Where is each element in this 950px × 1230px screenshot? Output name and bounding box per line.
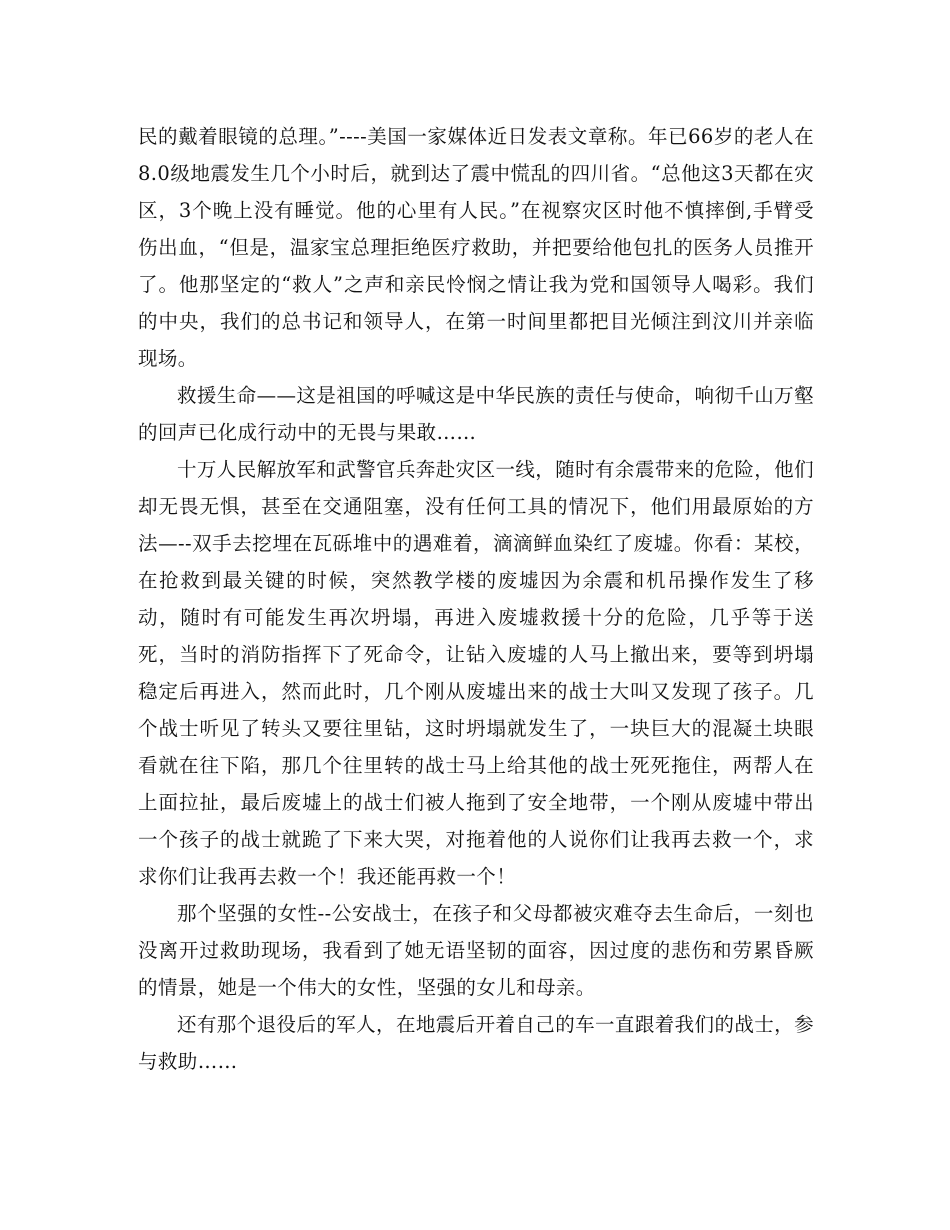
paragraph-5: 还有那个退役后的军人，在地震后开着自己的车一直跟着我们的战士，参与救助…… xyxy=(138,1013,814,1073)
paragraph-4: 那个坚强的女性--公安战士，在孩子和父母都被灾难夺去生命后，一刻也没离开过救助现场，我看到了她无语坚韧的面容，因过度的悲伤和劳累昏厥的情景，她是一个伟大的女性，坚强的女儿和母亲。 xyxy=(138,902,814,999)
paragraph-2: 救援生命——这是祖国的呼喊这是中华民族的责任与使命，响彻千山万壑的回声已化成行动中的无畏与果敢…… xyxy=(138,384,814,444)
paragraph-3: 十万人民解放军和武警官兵奔赴灾区一线，随时有余震带来的危险，他们却无畏无惧，甚至在交通阻塞，没有任何工具的情况下，他们用最原始的方法—--双手去挖埋在瓦砾堆中的遇难着，滴滴鲜血染红了废墟。你看：某校，在抢救到最关键的时候，突然教学楼的废墟因为余震和机吊操作发生了移动，随时有可能发生再次坍塌，再进入废墟救援十分的危险，几乎等于送死，当时的消防指挥下了死命令，让钻入废墟的人马上撤出来，要等到坍塌稳定后再进入，然而此时，几个刚从废墟出来的战士大叫又发现了孩子。几个战士听见了转头又要往里钻，这时坍塌就发生了，一块巨大的混凝土块眼看就在往下陷，那几个往里转的战士马上给其他的战士死死拖住，两帮人在上面拉扯，最后废墟上的战士们被人拖到了安全地带，一个刚从废墟中带出一个孩子的战士就跪了下来大哭，对拖着他的人说你们让我再去救一个，求求你们让我再去救一个！我还能再救一个！ xyxy=(138,458,814,888)
paragraph-1: 民的戴着眼镜的总理。”----美国一家媒体近日发表文章称。年已66岁的老人在8.0级地震发生几个小时后，就到达了震中慌乱的四川省。“总他这3天都在灾区，3个晚上没有睡觉。他的心里有人民。”在视察灾区时他不慎摔倒,手臂受伤出血，“但是，温家宝总理拒绝医疗救助，并把要给他包扎的医务人员推开了。他那坚定的“救人”之声和亲民怜悯之情让我为党和国领导人喝彩。我们的中央，我们的总书记和领导人，在第一时间里都把目光倾注到汶川并亲临现场。 xyxy=(138,125,814,370)
document-page xyxy=(138,118,814,1080)
